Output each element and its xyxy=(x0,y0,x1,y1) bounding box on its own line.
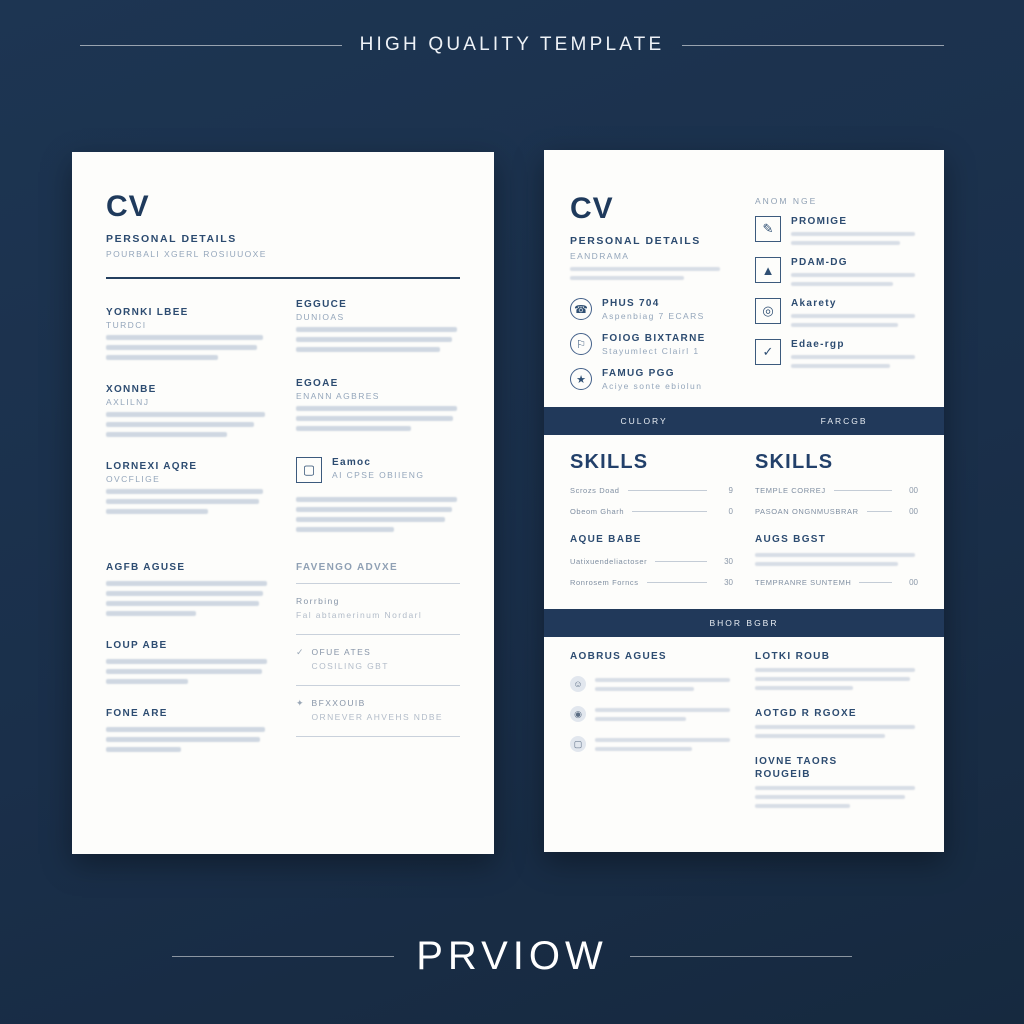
contact-label: FAMUG PGG xyxy=(602,368,675,379)
phone-icon: ☎ xyxy=(570,298,592,320)
contact-item xyxy=(570,298,733,321)
block-subheading: OVCFLIGE xyxy=(106,473,161,484)
cv-page-two[interactable] xyxy=(544,150,944,852)
contact-label: FOIOG BIXTARNE xyxy=(602,333,706,344)
block-subheading: DUNIOAS xyxy=(296,311,345,322)
skill-value: 30 xyxy=(724,557,733,566)
section-band-experience xyxy=(544,609,944,637)
block-subheading: AXLILNJ xyxy=(106,396,150,407)
timeline-item xyxy=(296,647,460,671)
left-block xyxy=(106,461,270,514)
skill-value: 00 xyxy=(909,507,918,516)
right-page-left-column xyxy=(570,192,733,391)
bottom-block xyxy=(106,708,270,752)
skill-label: Obeom Gharh xyxy=(570,507,625,516)
right-page-subtitle-secondary: EANDRAMA xyxy=(570,251,630,261)
left-page-title: CV xyxy=(106,190,150,223)
book-icon: ▢ xyxy=(570,736,586,752)
skills-left xyxy=(570,451,733,587)
block-heading: EGOAE xyxy=(296,377,339,389)
feature-label: PDAM-DG xyxy=(791,257,848,268)
left-page-subtitle-secondary: POURBALI XGERL ROSIUUOXE xyxy=(106,249,267,259)
left-column xyxy=(106,299,270,532)
award-icon: ★ xyxy=(570,368,592,390)
bottom-banner-title: PRVIOW xyxy=(416,933,608,978)
left-block xyxy=(106,307,270,360)
skill-value: 00 xyxy=(909,486,918,495)
skill-row xyxy=(570,557,733,566)
timeline-sub: COSILING GBT xyxy=(311,660,389,671)
contact-sub: Aciye sonte ebiolun xyxy=(602,381,703,391)
skills-sub-title: AQUE BABE xyxy=(570,534,642,545)
bottom-block xyxy=(106,562,270,616)
block-heading: EGGUCE xyxy=(296,298,348,310)
bottom-left-column xyxy=(570,651,733,808)
skill-value: 00 xyxy=(909,578,918,587)
skill-row xyxy=(570,578,733,587)
band-label-right: FARCGB xyxy=(820,416,868,426)
right-icon-block xyxy=(296,457,460,483)
right-page-subtitle: PERSONAL DETAILS xyxy=(570,235,701,247)
section-band-skills xyxy=(544,407,944,435)
skill-label: Scrozs Doad xyxy=(570,486,620,495)
bottom-banner xyxy=(0,926,1024,986)
timeline-label: OFUE ATES xyxy=(311,646,372,657)
left-block xyxy=(106,384,270,437)
skills-title: SKILLS xyxy=(755,451,834,473)
left-header-divider xyxy=(106,277,460,279)
feature-label: PROMIGE xyxy=(791,216,848,227)
top-banner xyxy=(0,28,1024,62)
feature-item xyxy=(755,257,918,286)
skill-row xyxy=(570,507,733,516)
smile-icon: ☺ xyxy=(570,676,586,692)
briefcase-icon: ⚐ xyxy=(570,333,592,355)
skill-row xyxy=(755,578,918,587)
timeline-item xyxy=(296,596,460,620)
bottom-rule-right xyxy=(630,956,852,957)
skill-bar xyxy=(655,561,707,562)
block-heading: LOUP ABE xyxy=(106,639,168,651)
left-bottom-column xyxy=(106,562,270,752)
bullet-item xyxy=(570,736,733,752)
bullet-item xyxy=(570,676,733,692)
right-bottom-section xyxy=(544,637,944,808)
cv-page-one[interactable] xyxy=(72,152,494,854)
contact-sub: Stayumlect Clairl 1 xyxy=(602,346,700,356)
skill-row xyxy=(570,486,733,495)
contact-item xyxy=(570,333,733,356)
skill-bar xyxy=(628,490,707,491)
skill-label: TEMPLE CORREJ xyxy=(755,486,826,495)
block-heading: AOBRUS AGUES xyxy=(570,651,667,662)
pencil-icon: ✎ xyxy=(755,216,781,242)
chart-icon: ▲ xyxy=(755,257,781,283)
left-page-subtitle: PERSONAL DETAILS xyxy=(106,233,237,245)
right-page-title: CV xyxy=(570,192,614,225)
contact-label: PHUS 704 xyxy=(602,298,660,309)
block-heading: LOTKI ROUB xyxy=(755,651,831,662)
chat-icon: ▢ xyxy=(296,457,322,483)
feature-item xyxy=(755,216,918,245)
block-heading: AOTGD R RGOXE xyxy=(755,708,857,719)
block-heading: AGFB AGUSE xyxy=(106,561,186,573)
globe-icon: ◉ xyxy=(570,706,586,722)
skill-label: Uatixuendeliactoser xyxy=(570,557,648,566)
feature-item xyxy=(755,339,918,368)
bottom-rule-left xyxy=(172,956,394,957)
right-block xyxy=(296,378,460,431)
top-rule-left xyxy=(80,45,342,46)
target-icon: ◎ xyxy=(755,298,781,324)
right-bottom-column xyxy=(296,562,460,752)
skills-title: SKILLS xyxy=(570,451,649,473)
block-subheading: TURDCI xyxy=(106,319,147,330)
skill-label: PASOAN ONGNMUSBRAR xyxy=(755,507,859,516)
contact-sub: Aspenbiag 7 ECARS xyxy=(602,311,705,321)
timeline-sub: Fal abtamerinum Nordarl xyxy=(296,609,423,620)
block-heading: YORNKI LBEE xyxy=(106,306,189,318)
top-rule-right xyxy=(682,45,944,46)
feature-label: Edae-rgp xyxy=(791,339,845,350)
bottom-right-block xyxy=(755,651,918,690)
star-icon: ✦ xyxy=(296,697,304,708)
bottom-right-column xyxy=(755,651,918,808)
block-heading: FAVENGO ADVXE xyxy=(296,561,398,573)
right-block xyxy=(296,299,460,352)
skill-value: 0 xyxy=(728,507,733,516)
skill-label: Ronrosem Forncs xyxy=(570,578,639,587)
block-subheading: AI CPSE OBIIENG xyxy=(332,469,425,480)
skill-bar xyxy=(859,582,892,583)
block-subheading: ROUGEIB xyxy=(755,769,811,780)
check-icon: ✓ xyxy=(755,339,781,365)
bottom-block xyxy=(106,640,270,684)
block-heading: LORNEXI AQRE xyxy=(106,460,198,472)
timeline-item xyxy=(296,698,460,722)
feature-column-heading: ANOM NGE xyxy=(755,196,818,206)
feature-label: Akarety xyxy=(791,298,837,309)
skill-value: 9 xyxy=(728,486,733,495)
skills-right xyxy=(755,451,918,587)
band-label-left: CULORY xyxy=(620,416,668,426)
bottom-right-block xyxy=(755,756,918,808)
top-banner-title: HIGH QUALITY TEMPLATE xyxy=(359,34,665,55)
skills-section xyxy=(544,435,944,587)
right-column xyxy=(296,299,460,532)
timeline-label: BFXXOUIB xyxy=(311,697,366,708)
skill-label: TEMPRANRE SUNTEMH xyxy=(755,578,852,587)
skills-sub-title: AUGS BGST xyxy=(755,534,827,545)
skill-bar xyxy=(632,511,707,512)
timeline-label: Rorrbing xyxy=(296,595,340,606)
feature-item xyxy=(755,298,918,327)
block-heading: Eamoc xyxy=(332,456,372,468)
block-heading: FONE ARE xyxy=(106,707,168,719)
skill-value: 30 xyxy=(724,578,733,587)
band-label: BHOR BGBR xyxy=(709,618,779,628)
skill-bar xyxy=(867,511,892,512)
bullet-item xyxy=(570,706,733,722)
skill-row xyxy=(755,507,918,516)
block-heading: XONNBE xyxy=(106,383,157,395)
left-bottom-section xyxy=(106,562,460,752)
skill-bar xyxy=(834,490,892,491)
left-two-column-section xyxy=(106,299,460,532)
skill-row xyxy=(755,486,918,495)
check-icon: ✓ xyxy=(296,646,304,657)
bottom-right-block xyxy=(755,708,918,738)
block-subheading: ENANN AGBRES xyxy=(296,390,380,401)
contact-item xyxy=(570,368,733,391)
timeline-sub: ORNEVER AHVEHS NDBE xyxy=(311,711,444,722)
right-page-right-column xyxy=(755,192,918,391)
block-heading: IOVNE TAORS xyxy=(755,756,838,767)
skill-bar xyxy=(647,582,707,583)
